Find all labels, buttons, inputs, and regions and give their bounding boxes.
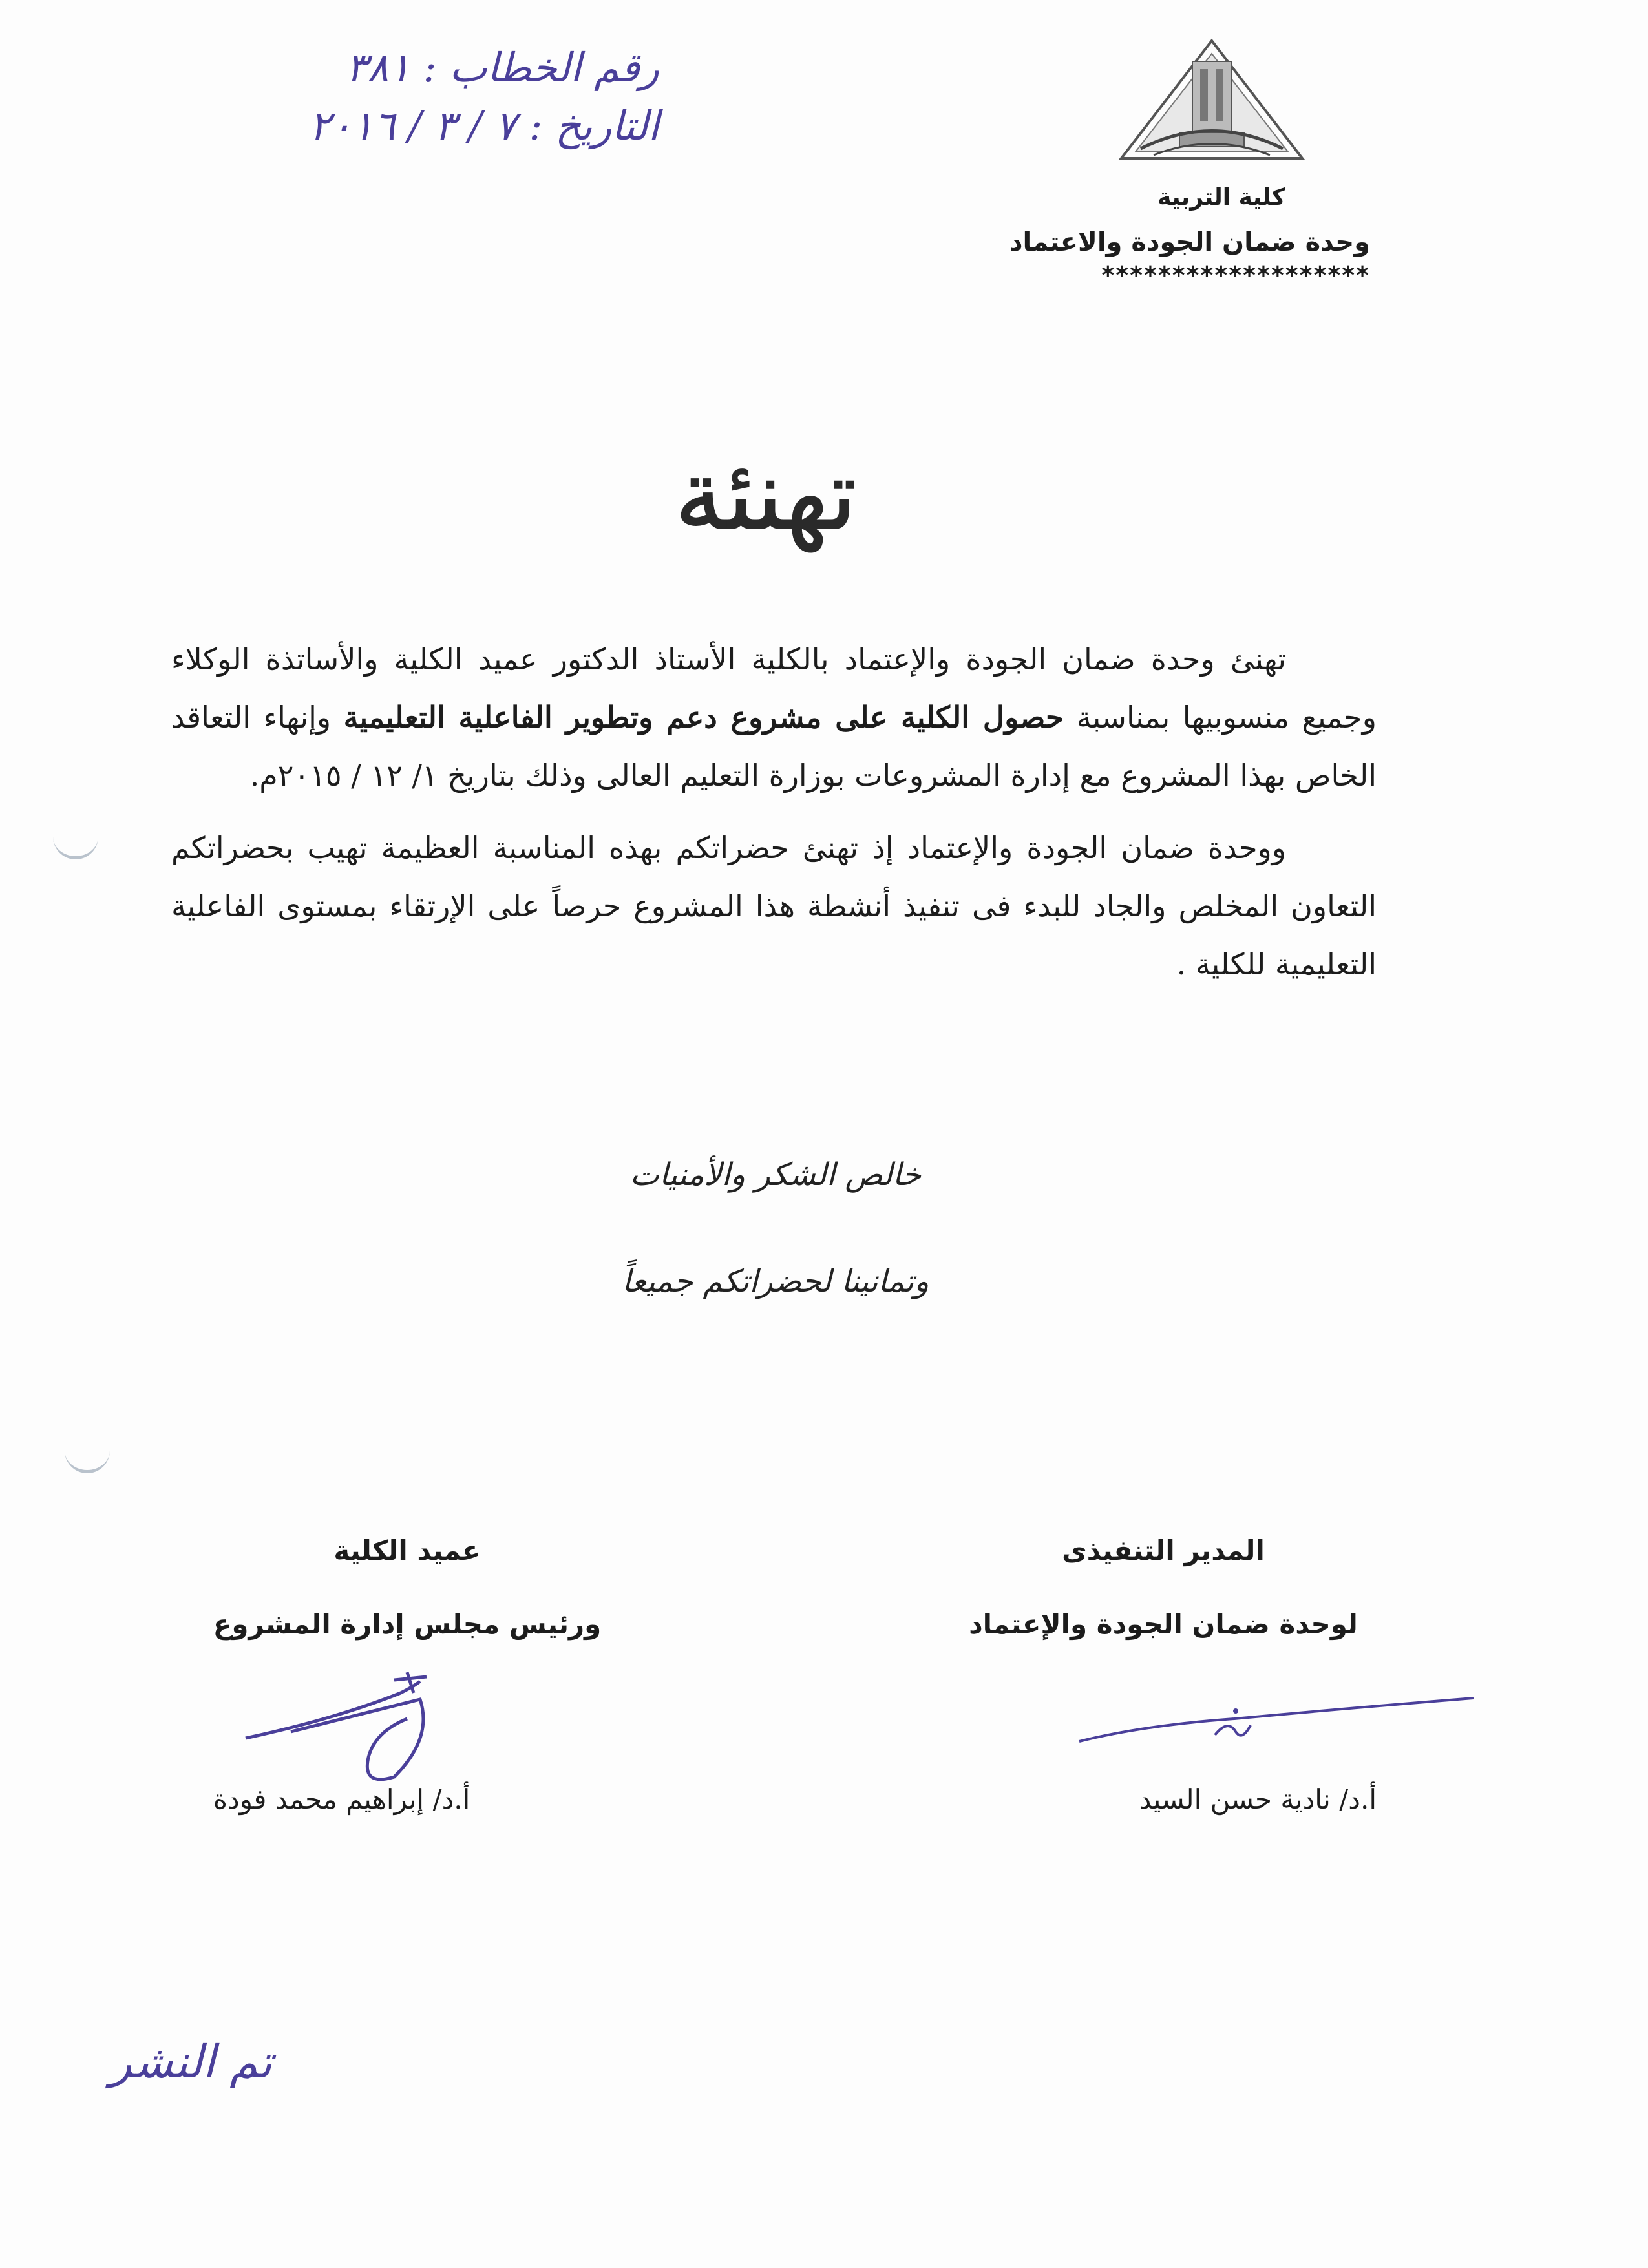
dean-block <box>187 1535 627 1640</box>
handwritten-published-note: تم النشر <box>110 2035 273 2088</box>
handwritten-reference <box>129 39 659 155</box>
page-title: تهنئة <box>675 439 857 552</box>
punch-hole <box>53 830 98 859</box>
dean-name: أ.د/ إبراهيم محمد فودة <box>213 1783 470 1815</box>
dean-signature <box>239 1667 511 1790</box>
executive-director-unit: لوحدة ضمان الجودة والإعتماد <box>969 1608 1358 1640</box>
university-tower-logo-icon <box>1115 36 1309 165</box>
executive-director-title: المدير التنفيذى <box>1062 1535 1265 1566</box>
executive-director-name: أ.د/ نادية حسن السيد <box>1139 1783 1377 1815</box>
paragraph-1 <box>171 630 1377 804</box>
punch-hole <box>65 1444 110 1473</box>
paragraph-1-highlight: حصول الكلية على مشروع دعم وتطوير الفاعلية التعليمية <box>343 700 1064 735</box>
letter-date-note: التاريخ : ٧ / ٣ / ٢٠١٦ <box>309 101 659 149</box>
executive-director-signature <box>1066 1680 1480 1751</box>
dean-board-title: ورئيس مجلس إدارة المشروع <box>213 1608 602 1640</box>
paragraph-1-intro: تهنئ وحدة ضمان الجودة والإعتماد بالكلية الأستاذ الدكتور عميد الكلية والأساتذة الوكلاء وجميع منسوبيها بمناسبة <box>171 642 1377 735</box>
dean-title: عميد الكلية <box>333 1535 481 1566</box>
paragraph-2: ووحدة ضمان الجودة والإعتماد إذ تهنئ حضراتكم بهذه المناسبة العظيمة تهيب بحضراتكم التعاون المخلص والجاد للبدء فى تنفيذ أنشطة هذا المشروع حرصاً على الإرتقاء بمستوى الفاعلية التعليمية للكلية . <box>171 830 1377 982</box>
letter-body <box>171 630 1377 993</box>
letter-number-note: رقم الخطاب : ٣٨١ <box>345 44 659 91</box>
closing-thanks: خالص الشكر والأمنيات <box>629 1157 922 1193</box>
executive-director-block <box>944 1535 1383 1640</box>
closing-wishes: وتمانينا لحضراتكم جميعاً <box>622 1263 929 1299</box>
faculty-name: كلية التربية <box>1157 184 1285 211</box>
paragraph-1-rest: وإنهاء التعاقد الخاص بهذا المشروع مع إدارة المشروعات بوزارة التعليم العالى وذلك بتاريخ ١/ ١٢ / ٢٠١٥م. <box>171 700 1377 793</box>
unit-name: وحدة ضمان الجودة والاعتماد <box>1009 227 1370 257</box>
header-separator: ******************* <box>1101 261 1370 289</box>
letterhead <box>1009 184 1370 289</box>
